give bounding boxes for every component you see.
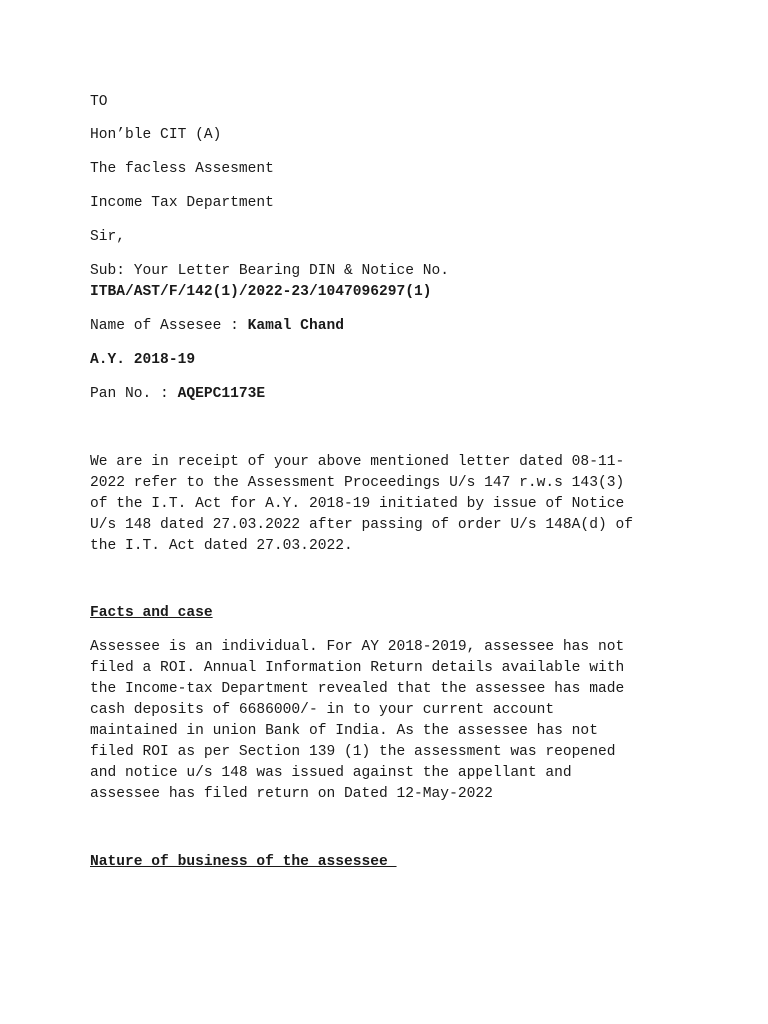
assessee-label: Name of Assesee : bbox=[90, 318, 248, 334]
facts-line: cash deposits of 6686000/- in to your current account bbox=[90, 702, 555, 718]
addressee-line-3: Income Tax Department bbox=[90, 195, 274, 211]
assessee-line bbox=[90, 316, 344, 337]
intro-line: U/s 148 dated 27.03.2022 after passing of order U/s 148A(d) of bbox=[90, 517, 633, 533]
facts-paragraph bbox=[90, 637, 690, 805]
facts-heading: Facts and case bbox=[90, 605, 213, 621]
facts-line: Assessee is an individual. For AY 2018-2019, assessee has not bbox=[90, 639, 625, 655]
salutation: Sir, bbox=[90, 229, 126, 245]
assessment-year: A.Y. 2018-19 bbox=[90, 352, 196, 368]
to-line: TO bbox=[90, 94, 108, 110]
intro-line: of the I.T. Act for A.Y. 2018-19 initiated by issue of Notice bbox=[90, 496, 625, 512]
subject-label: Sub: Your Letter Bearing DIN & Notice No. bbox=[90, 263, 450, 279]
nature-heading: Nature of business of the assessee bbox=[90, 854, 397, 870]
subject-reference: ITBA/AST/F/142(1)/2022-23/1047096297(1) bbox=[90, 284, 432, 300]
facts-line: and notice u/s 148 was issued against the appellant and bbox=[90, 765, 572, 781]
facts-line: filed a ROI. Annual Information Return details available with bbox=[90, 660, 625, 676]
intro-line: We are in receipt of your above mentioned letter dated 08-11- bbox=[90, 454, 625, 470]
addressee-line-2: The facless Assesment bbox=[90, 161, 274, 177]
intro-line: 2022 refer to the Assessment Proceedings U/s 147 r.w.s 143(3) bbox=[90, 475, 625, 491]
pan-label: Pan No. : bbox=[90, 386, 178, 402]
pan-value: AQEPC1173E bbox=[177, 386, 266, 402]
facts-line: filed ROI as per Section 139 (1) the assessment was reopened bbox=[90, 744, 616, 760]
facts-line: maintained in union Bank of India. As the assessee has not bbox=[90, 723, 598, 739]
facts-line: assessee has filed return on Dated 12-May-2022 bbox=[90, 786, 493, 802]
intro-line: the I.T. Act dated 27.03.2022. bbox=[90, 538, 353, 554]
addressee-line-1: Hon’ble CIT (A) bbox=[90, 127, 222, 143]
intro-paragraph bbox=[90, 452, 690, 557]
facts-line: the Income-tax Department revealed that the assessee has made bbox=[90, 681, 625, 697]
pan-line bbox=[90, 384, 265, 405]
assessee-name: Kamal Chand bbox=[247, 318, 344, 334]
